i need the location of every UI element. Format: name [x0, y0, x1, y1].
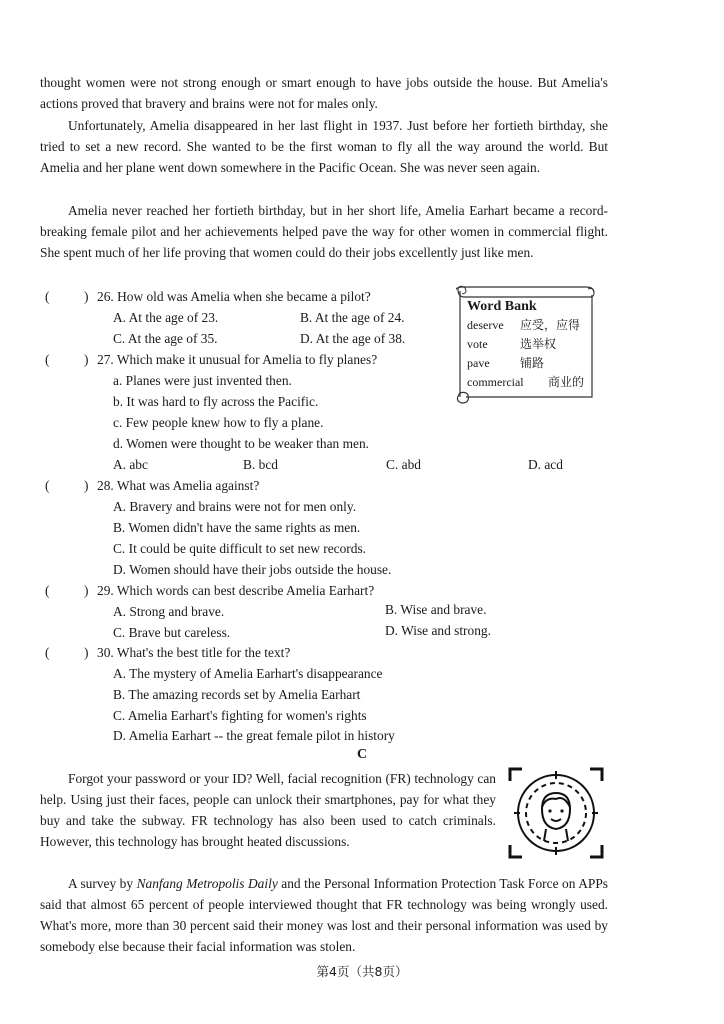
question-28: [40, 475, 600, 496]
answer-blank-open[interactable]: (: [45, 645, 50, 660]
option-d: D. Amelia Earhart -- the great female pilot in history: [113, 728, 395, 743]
passage-b-paragraph-2: Unfortunately, Amelia disappeared in her last flight in 1937. Just before her fortieth birthday, she tried to set a new record. She wanted to be the first woman to fly all the way around the world. But Amelia and her plane went down somewhere in the Pacific Ocean. She was never seen again.: [40, 118, 608, 175]
page-number: 第4页（共8页）: [316, 964, 408, 979]
question-text: 30. What's the best title for the text?: [97, 645, 291, 660]
answer-blank-open[interactable]: (: [45, 289, 50, 304]
answer-blank-close: ): [84, 352, 89, 367]
passage-b-paragraph-1: thought women were not strong enough or smart enough to have jobs outside the house. But Amelia's actions proved that bravery and brains were not for males only.: [40, 75, 608, 111]
word-bank-chinese: 选举权: [520, 337, 557, 351]
question-30: [40, 642, 600, 663]
answer-blank-close: ): [84, 583, 89, 598]
word-bank-english: vote: [467, 337, 488, 351]
option-d: D. At the age of 38.: [300, 331, 406, 346]
word-bank-item: [467, 373, 589, 392]
newspaper-name: Nanfang Metropolis Daily: [136, 876, 278, 891]
passage-c-paragraph-1: Forgot your password or your ID? Well, facial recognition (FR) technology can help. Using just their faces, people can unlock their smartphones, pay for what they buy and take the subway. FR technology has also been used to catch criminals. However, this technology has brought heated discussions.: [40, 771, 496, 849]
option-b: B. Women didn't have the same rights as men.: [113, 520, 361, 535]
option-b: B. The amazing records set by Amelia Earhart: [113, 687, 361, 702]
option-b: B. Wise and brave.: [385, 602, 487, 617]
option-a: A. At the age of 23.: [113, 310, 219, 325]
option-a: A. Bravery and brains were not for men only.: [113, 499, 357, 514]
option-c: C. At the age of 35.: [113, 331, 218, 346]
option-d: D. Women should have their jobs outside the house.: [113, 562, 392, 577]
passage-c-paragraph-2: [40, 873, 608, 957]
section-c-heading: C: [356, 747, 368, 762]
answer-blank-open[interactable]: (: [45, 352, 50, 367]
word-bank-item: [467, 316, 589, 335]
statement-b: b. It was hard to fly across the Pacific.: [113, 394, 319, 409]
word-bank-title: Word Bank: [467, 299, 537, 314]
answer-blank-open[interactable]: (: [45, 478, 50, 493]
option-d: D. Wise and strong.: [385, 623, 491, 638]
answer-blank-close: ): [84, 645, 89, 660]
statement-a: a. Planes were just invented then.: [113, 373, 292, 388]
question-29: [40, 580, 600, 601]
option-a: A. abc: [113, 457, 148, 472]
survey-text: and the Personal Information Protection Task Force on APPs said that almost 65 percent of people interviewed thought that FR technology was being wrongly used. What's more, more than 30 percent said their money was lost and their personal information was used by somebody else because their facial information was stolen.: [40, 876, 608, 954]
word-bank-chinese: 商业的: [548, 375, 585, 389]
survey-intro: A survey by: [68, 876, 137, 891]
option-a: A. Strong and brave.: [113, 604, 225, 619]
option-c: C. Amelia Earhart's fighting for women's rights: [113, 708, 367, 723]
answer-blank-close: ): [84, 289, 89, 304]
answer-blank-close: ): [84, 478, 89, 493]
word-bank-english: commercial: [467, 375, 524, 389]
word-bank-chinese: 应受，应得: [520, 318, 581, 332]
option-c: C. Brave but careless.: [113, 625, 231, 640]
word-bank-english: pave: [467, 356, 490, 370]
option-c: C. It could be quite difficult to set new records.: [113, 541, 366, 556]
question-27: [40, 349, 600, 370]
answer-blank-open[interactable]: (: [45, 583, 50, 598]
option-a: A. The mystery of Amelia Earhart's disappearance: [113, 666, 383, 681]
face-recognition-icon: [506, 765, 606, 861]
option-b: B. At the age of 24.: [300, 310, 405, 325]
question-text: 28. What was Amelia against?: [97, 478, 260, 493]
statement-d: d. Women were thought to be weaker than men.: [113, 436, 369, 451]
question-text: 26. How old was Amelia when she became a pilot?: [97, 289, 371, 304]
option-d: D. acd: [528, 457, 563, 472]
passage-b-paragraph-3: Amelia never reached her fortieth birthday, but in her short life, Amelia Earhart became a record-breaking female pilot and her achievements helped pave the way for other women in commercial flight. She spent much of her life proving that women could do their jobs excellently just like men.: [40, 203, 608, 260]
option-b: B. bcd: [243, 457, 278, 472]
option-c: C. abd: [386, 457, 421, 472]
question-text: 27. Which make it unusual for Amelia to fly planes?: [97, 352, 378, 367]
statement-c: c. Few people knew how to fly a plane.: [113, 415, 324, 430]
word-bank-english: deserve: [467, 318, 504, 332]
question-text: 29. Which words can best describe Amelia Earhart?: [97, 583, 375, 598]
question-26: [40, 286, 600, 307]
word-bank-chinese: 铺路: [520, 356, 545, 370]
